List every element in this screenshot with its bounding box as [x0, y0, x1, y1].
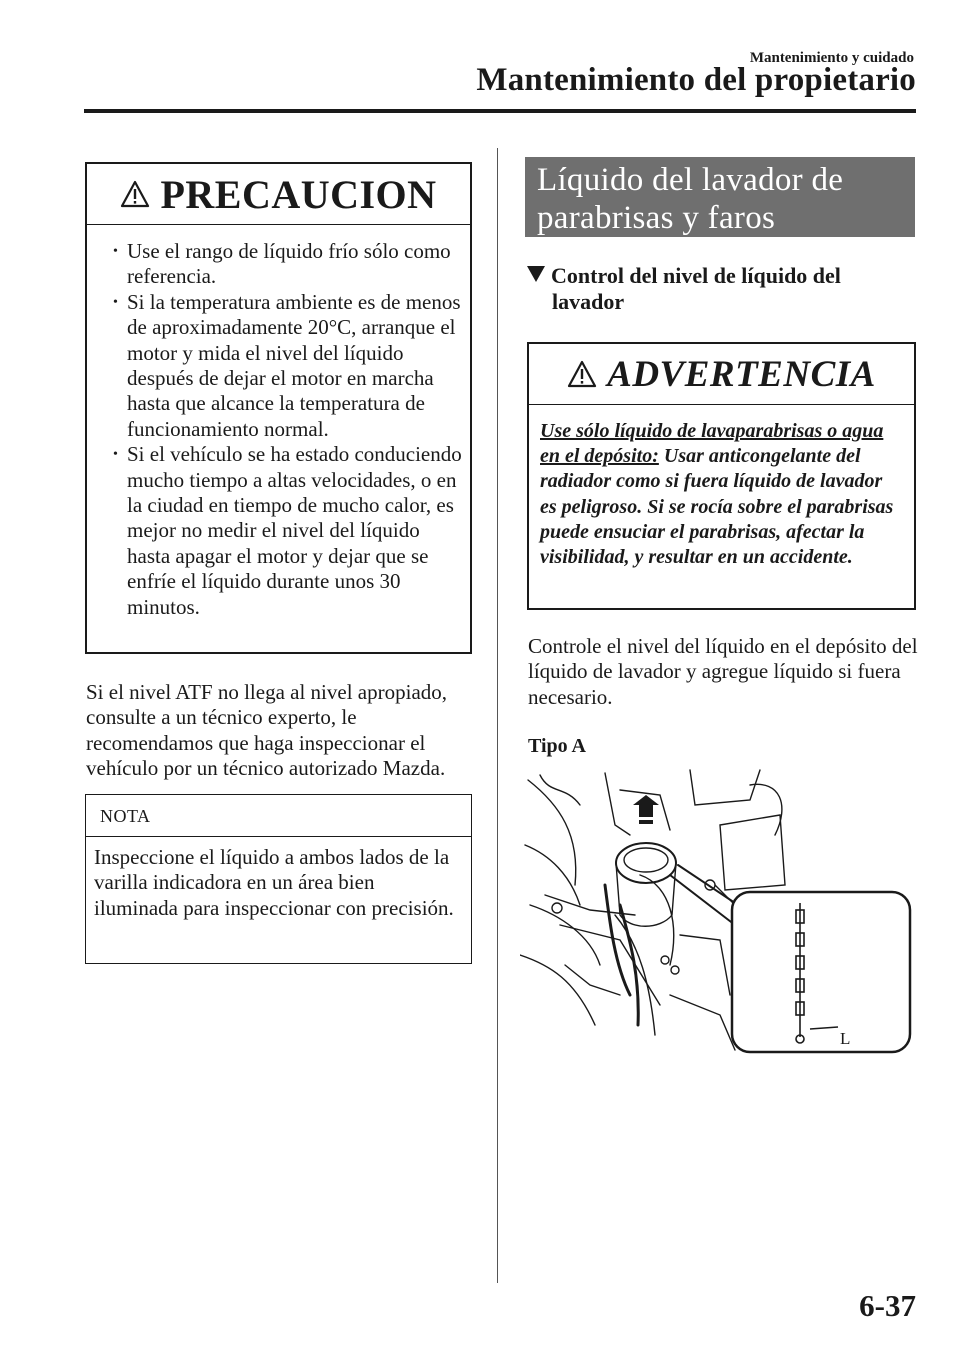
column-divider	[497, 148, 498, 1283]
caution-item: • Si el vehículo se ha estado conduciendo mucho tiempo a altas velocidades, o en la ciudad en tiempo de mucho calor, es mejor no medir el nivel del líquido hasta apagar el motor y dejar que se enfríe el líquido durante unos 30 minutos.	[127, 442, 462, 620]
warning-text: Usar anticongelante del radiador como si fuera líquido de lavador es peligroso. Si se rocía sobre el parabrisas puede ensuciar el parabrisas, afectar la visibilidad, y resultar en un accidente.	[540, 445, 894, 569]
section-title-line1: Líquido del lavador de	[537, 162, 844, 198]
atf-paragraph: Si el nivel ATF no llega al nivel apropiado, consulte a un técnico experto, le recomendamos que haga inspeccionar el vehículo por un técnico autorizado Mazda.	[86, 680, 448, 781]
warning-box	[527, 342, 916, 610]
caution-list	[87, 225, 470, 620]
running-header-section: Mantenimiento y cuidado	[749, 50, 914, 66]
running-header-title: Mantenimiento del propietario	[476, 62, 916, 98]
caution-item: • Si la temperatura ambiente es de menos de aproximadamente 20°C, arranque el motor y mida el nivel del líquido después de dejar el motor en marcha hasta que alcance la temperatura de funcionamiento normal.	[127, 290, 462, 442]
warning-header	[529, 344, 914, 405]
warning-body	[529, 405, 914, 570]
subheading-line2: lavador	[552, 289, 625, 314]
note-title: NOTA	[86, 795, 471, 837]
warning-triangle-icon	[567, 360, 597, 388]
triangle-bullet-icon	[527, 266, 545, 282]
location-arrow-icon	[633, 795, 659, 824]
caution-item: • Use el rango de líquido frío sólo como referencia.	[127, 239, 462, 290]
section-title-banner	[525, 157, 915, 237]
washer-reservoir-illustration	[520, 765, 915, 1055]
note-box	[85, 794, 472, 964]
subheading	[527, 263, 907, 315]
figure-caption: Tipo A	[528, 735, 586, 757]
control-paragraph: Controle el nivel del líquido en el depósito del líquido de lavador y agregue líquido si fuera necesario.	[528, 634, 918, 709]
level-label: L	[840, 1029, 851, 1048]
caution-header	[87, 164, 470, 225]
warning-title: ADVERTENCIA	[607, 353, 876, 395]
subheading-line1: Control del nivel de líquido del	[551, 263, 841, 288]
section-title-line2: parabrisas y faros	[537, 200, 776, 236]
caution-title: PRECAUCION	[160, 171, 437, 217]
header-rule	[84, 109, 916, 113]
note-body: Inspeccione el líquido a ambos lados de la varilla indicadora en un área bien iluminada para inspeccionar con precisión.	[94, 845, 454, 920]
caution-box	[85, 162, 472, 654]
page-number: 6-37	[859, 1288, 916, 1323]
warning-underlined-text: Use sólo líquido de lavaparabrisas o agua en el depósito:	[540, 420, 884, 468]
warning-triangle-icon	[120, 180, 150, 208]
